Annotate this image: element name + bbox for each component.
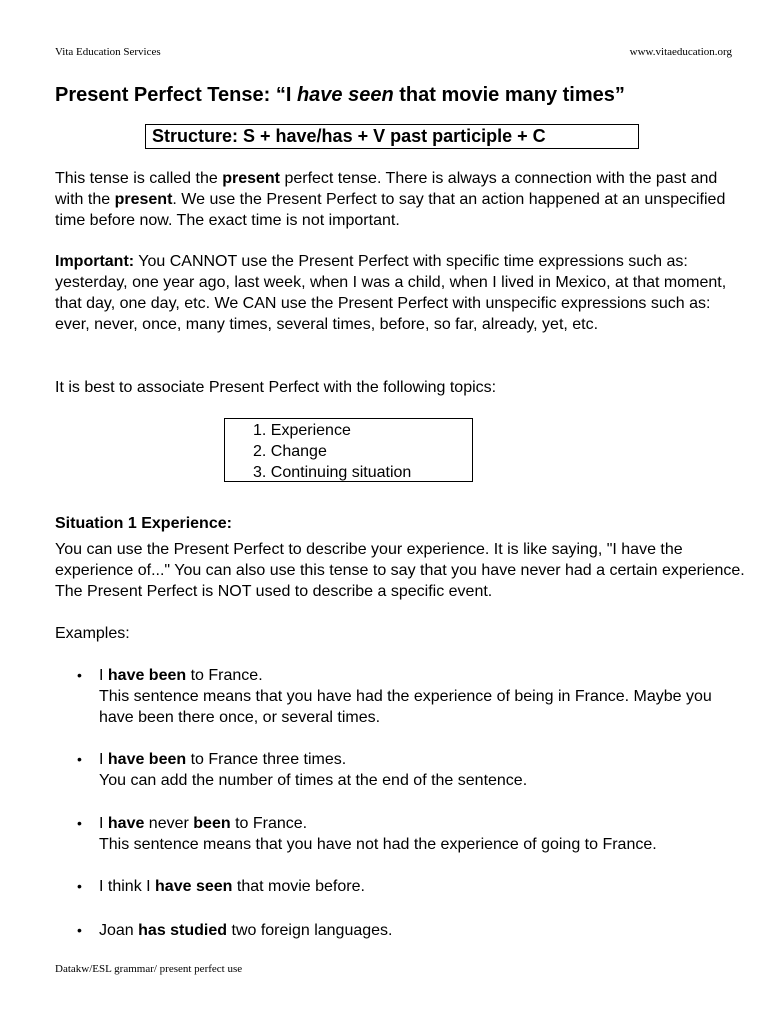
example-sentence: Joan has studied two foreign languages. [99, 922, 393, 939]
example-explanation: You can add the number of times at the end of the sentence. [99, 772, 528, 789]
important-paragraph: Important: You CANNOT use the Present Perfect with specific time expressions such as: yesterday, one year ago, last week, when I was a child, when I lived in Mexico, at that moment, that day, one day, etc. We CAN use the Present Perfect with unspecific expressions such as: ever, never, once, many times, several times, before, so far, already, yet, etc. [55, 253, 727, 333]
topics-box [224, 418, 473, 482]
important-label: Important: [55, 253, 135, 270]
bullet-icon: • [77, 878, 82, 894]
example-sentence: I have never been to France. [99, 815, 308, 832]
topic-item: 2. Change [253, 443, 327, 460]
title-italic: have seen [296, 84, 394, 106]
topic-item: 3. Continuing situation [253, 464, 412, 481]
page-title: Present Perfect Tense: “I have seen that movie many times” [55, 84, 625, 106]
example-sentence: I think I have seen that movie before. [99, 878, 365, 895]
bullet-icon: • [77, 667, 82, 683]
structure-box: Structure: S + have/has + V past participle + C [145, 124, 639, 149]
situation-heading: Situation 1 Experience: [55, 515, 232, 532]
example-explanation: This sentence means that you have not had the experience of going to France. [99, 836, 657, 853]
footer-path: Datakw/ESL grammar/ present perfect use [55, 963, 243, 975]
bullet-icon: • [77, 815, 82, 831]
intro-paragraph: This tense is called the present perfect tense. There is always a connection with the past and with the present. We use the Present Perfect to say that an action happened at an unspecified time before now. The exact time is not important. [55, 170, 726, 229]
example-explanation: This sentence means that you have had the experience of being in France. Maybe you have been there once, or several times. [99, 688, 712, 726]
associate-text: It is best to associate Present Perfect with the following topics: [55, 379, 497, 396]
header-organization: Vita Education Services [55, 46, 161, 58]
example-sentence: I have been to France. [99, 667, 263, 684]
header-website: www.vitaeducation.org [629, 46, 732, 58]
bullet-icon: • [77, 922, 82, 938]
topic-item: 1. Experience [253, 422, 351, 439]
example-sentence: I have been to France three times. [99, 751, 347, 768]
situation-paragraph: You can use the Present Perfect to describe your experience. It is like saying, "I have the experience of..." You can also use this tense to say that you have never had a certain experience. The Present Perfect is NOT used to describe a specific event. [55, 541, 745, 600]
examples-label: Examples: [55, 625, 130, 642]
bullet-icon: • [77, 751, 82, 767]
